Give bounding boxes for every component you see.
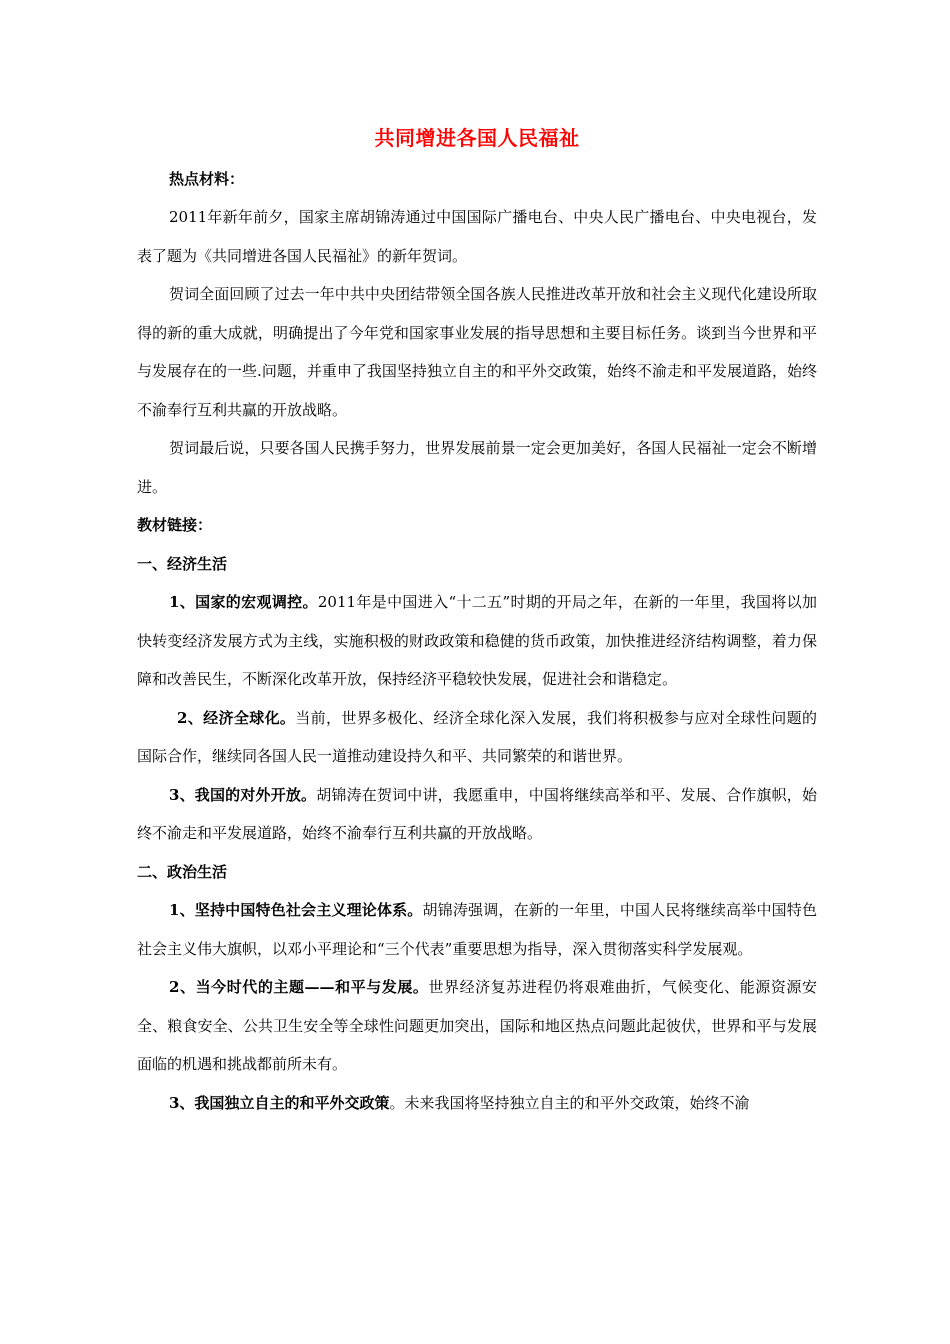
textbook-link-label: 教材链接： — [137, 516, 213, 534]
politics-item-3-text: 。未来我国将坚持独立自主的和平外交政策，始终不渝 — [389, 1093, 750, 1112]
economy-item-1-text: 2011年是中国进入“十二五”时期的开局之年，在新的一年里，我国将以加快转变经济发展方式为主线，实施积极的财政政策和稳健的货币政策，加快推进经济结构调整，着力保障和改善民生，不断深化改革开放，保持经济平稳较快发展，促进社会和谐稳定。 — [137, 593, 817, 688]
hot-paragraph-1: 2011年新年前夕，国家主席胡锦涛通过中国国际广播电台、中央人民广播电台、中央电视台，发表了题为《共同增进各国人民福祉》的新年贺词。 — [137, 208, 817, 265]
politics-item-2-text: 世界经济复苏进程仍将艰难曲折，气候变化、能源资源安全、粮食安全、公共卫生安全等全球性问题更加突出，国际和地区热点问题此起彼伏，世界和平与发展面临的机遇和挑战都前所未有。 — [137, 978, 817, 1073]
politics-item-1 — [137, 891, 817, 968]
document-page — [137, 118, 817, 1122]
economy-item-1-lead: 1、国家的宏观调控。 — [169, 593, 318, 611]
politics-item-1-lead: 1、坚持中国特色社会主义理论体系。 — [169, 901, 423, 919]
politics-item-2 — [137, 968, 817, 1084]
politics-item-3-lead: 3、我国独立自主的和平外交政策 — [169, 1093, 390, 1112]
economy-item-2-lead: 2、经济全球化。 — [177, 708, 296, 727]
section-heading-economy: 一、经济生活 — [137, 554, 228, 573]
hot-material-label: 热点材料： — [169, 170, 245, 188]
politics-item-1-text: 胡锦涛强调，在新的一年里，中国人民将继续高举中国特色社会主义伟大旗帜，以邓小平理论和“三个代表”重要思想为指导，深入贯彻落实科学发展观。 — [137, 901, 817, 958]
politics-item-3 — [137, 1084, 817, 1123]
section-heading-politics: 二、政治生活 — [137, 862, 228, 881]
economy-item-1 — [137, 583, 817, 699]
hot-paragraph-3: 贺词最后说，只要各国人民携手努力，世界发展前景一定会更加美好，各国人民福祉一定会不断增进。 — [137, 439, 817, 496]
document-title: 共同增进各国人民福祉 — [374, 126, 580, 150]
economy-item-3-lead: 3、我国的对外开放。 — [169, 785, 317, 804]
hot-paragraph-2: 贺词全面回顾了过去一年中共中央团结带领全国各族人民推进改革开放和社会主义现代化建设所取得的新的重大成就，明确提出了今年党和国家事业发展的指导思想和主要目标任务。谈到当今世界和平与发展存在的一些.问题，并重申了我国坚持独立自主的和平外交政策，始终不渝走和平发展道路，始终不渝奉行互利共赢的开放战略。 — [137, 285, 817, 419]
economy-item-2 — [137, 699, 817, 776]
economy-item-3-text: 胡锦涛在贺词中讲，我愿重申，中国将继续高举和平、发展、合作旗帜，始终不渝走和平发展道路，始终不渝奉行互利共赢的开放战略。 — [137, 785, 817, 842]
economy-item-3 — [137, 776, 817, 853]
economy-item-2-text: 当前，世界多极化、经济全球化深入发展，我们将积极参与应对全球性问题的国际合作，继续同各国人民一道推动建设持久和平、共同繁荣的和谐世界。 — [137, 708, 817, 765]
politics-item-2-lead: 2、当今时代的主题——和平与发展。 — [169, 978, 429, 996]
